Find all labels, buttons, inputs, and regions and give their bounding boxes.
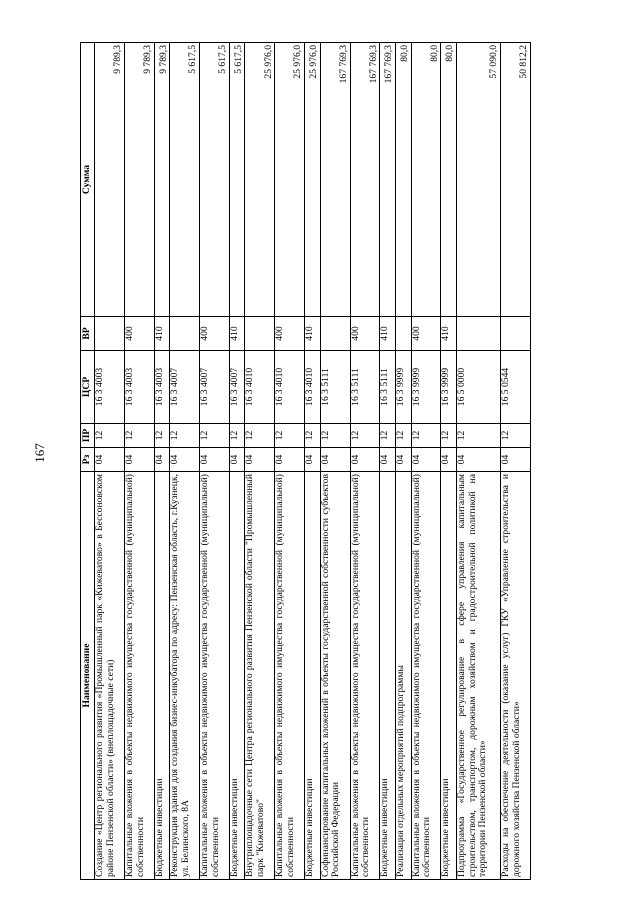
cell-sum: 57 090,0: [456, 43, 500, 317]
header-pr: ПР: [81, 424, 95, 448]
cell-rz: 04: [200, 448, 230, 472]
cell-sum: 80,0: [411, 43, 441, 317]
cell-rz: 04: [380, 448, 396, 472]
cell-rz: 04: [350, 448, 380, 472]
cell-csr: 16 3 5111: [320, 351, 350, 424]
cell-vr: [456, 317, 500, 351]
table-row: [350, 43, 380, 880]
cell-vr: [95, 317, 125, 351]
table-row: [380, 43, 396, 880]
cell-name: Софинансирование капитальных вложений в объекты государственной собственности субъектов Российской Федерации: [320, 472, 350, 880]
cell-rz: 04: [411, 448, 441, 472]
table-row: [95, 43, 125, 880]
cell-pr: 12: [275, 424, 305, 448]
cell-sum: 50 812,2: [501, 43, 531, 317]
table-row: [229, 43, 245, 880]
cell-sum: 9 789,3: [124, 43, 154, 317]
cell-rz: 04: [305, 448, 321, 472]
cell-name: Реализация отдельных мероприятий подпрограммы: [395, 472, 411, 880]
cell-name: Расходы на обеспечение деятельности (оказание услуг) ГКУ «Управление строительства и дорожного хозяйства Пензенской области»: [501, 472, 531, 880]
cell-name: Бюджетные инвестиции: [380, 472, 396, 880]
cell-name: Капитальные вложения в объекты недвижимого имущества государственной (муниципальной) собственности: [200, 472, 230, 880]
cell-vr: 410: [305, 317, 321, 351]
cell-name: Капитальные вложения в объекты недвижимого имущества государственной (муниципальной) собственности: [275, 472, 305, 880]
cell-csr: 16 3 4003: [124, 351, 154, 424]
cell-pr: 12: [441, 424, 457, 448]
cell-rz: 04: [275, 448, 305, 472]
cell-sum: 5 617,5: [200, 43, 230, 317]
table-row: [124, 43, 154, 880]
cell-pr: 12: [229, 424, 245, 448]
cell-rz: 04: [320, 448, 350, 472]
cell-name: Капитальные вложения в объекты недвижимого имущества государственной (муниципальной) собственности: [350, 472, 380, 880]
cell-csr: 16 3 4007: [170, 351, 200, 424]
cell-vr: 400: [411, 317, 441, 351]
table-row: [320, 43, 350, 880]
cell-csr: 16 3 4003: [95, 351, 125, 424]
table-row: [200, 43, 230, 880]
budget-table: [80, 42, 531, 880]
cell-rz: 04: [95, 448, 125, 472]
table-row: [411, 43, 441, 880]
cell-csr: 16 3 4003: [154, 351, 170, 424]
cell-csr: 16 3 4010: [275, 351, 305, 424]
cell-vr: 410: [229, 317, 245, 351]
cell-sum: 25 976,0: [305, 43, 321, 317]
table-row: [456, 43, 500, 880]
cell-vr: [170, 317, 200, 351]
cell-pr: 12: [200, 424, 230, 448]
cell-pr: 12: [320, 424, 350, 448]
cell-sum: 80,0: [395, 43, 411, 317]
cell-vr: 400: [275, 317, 305, 351]
table-row: [395, 43, 411, 880]
table-row: [245, 43, 275, 880]
cell-sum: 167 769,3: [350, 43, 380, 317]
cell-name: Бюджетные инвестиции: [154, 472, 170, 880]
cell-vr: 410: [154, 317, 170, 351]
cell-name: Подпрограмма «Государственное регулирование в сфере управления капитальным строительством, транспортом, дорожным хозяйством и градостроительной политикой на территории Пензенской области»: [456, 472, 500, 880]
cell-pr: 12: [501, 424, 531, 448]
cell-name: Капитальные вложения в объекты недвижимого имущества государственной (муниципальной) собственности: [124, 472, 154, 880]
cell-pr: 12: [305, 424, 321, 448]
cell-csr: 16 3 4007: [229, 351, 245, 424]
header-name: Наименование: [81, 472, 95, 880]
cell-pr: 12: [95, 424, 125, 448]
cell-sum: 9 789,3: [154, 43, 170, 317]
cell-sum: 5 617,5: [229, 43, 245, 317]
page-number: 167: [32, 443, 47, 463]
table-row: [305, 43, 321, 880]
cell-pr: 12: [154, 424, 170, 448]
cell-vr: [501, 317, 531, 351]
table-row: [154, 43, 170, 880]
cell-csr: 16 3 9999: [441, 351, 457, 424]
cell-rz: 04: [245, 448, 275, 472]
cell-sum: 5 617,5: [170, 43, 200, 317]
cell-vr: [320, 317, 350, 351]
cell-rz: 04: [441, 448, 457, 472]
cell-rz: 04: [154, 448, 170, 472]
header-csr: ЦСР: [81, 351, 95, 424]
cell-vr: [245, 317, 275, 351]
cell-name: Внутриплощадочные сети Центра регионального развития Пензенской области "Промышленный парк "Кижеватово": [245, 472, 275, 880]
cell-rz: 04: [124, 448, 154, 472]
header-rz: Рз: [81, 448, 95, 472]
header-sum: Сумма: [81, 43, 95, 317]
cell-name: Бюджетные инвестиции: [441, 472, 457, 880]
cell-sum: 167 769,3: [320, 43, 350, 317]
cell-sum: 80,0: [441, 43, 457, 317]
cell-rz: 04: [395, 448, 411, 472]
cell-csr: 16 3 4007: [200, 351, 230, 424]
cell-vr: 400: [124, 317, 154, 351]
cell-rz: 04: [456, 448, 500, 472]
cell-csr: 16 3 4010: [245, 351, 275, 424]
cell-csr: 16 3 5111: [350, 351, 380, 424]
cell-csr: 16 3 9999: [395, 351, 411, 424]
table-header-row: [81, 43, 95, 880]
rotated-page-content: [80, 43, 531, 880]
cell-vr: 410: [441, 317, 457, 351]
cell-sum: 167 769,3: [380, 43, 396, 317]
cell-csr: 16 5 0000: [456, 351, 500, 424]
cell-csr: 16 5 0544: [501, 351, 531, 424]
cell-pr: 12: [245, 424, 275, 448]
table-row: [501, 43, 531, 880]
cell-name: Капитальные вложения в объекты недвижимого имущества государственной (муниципальной) собственности: [411, 472, 441, 880]
cell-vr: 410: [380, 317, 396, 351]
cell-pr: 12: [124, 424, 154, 448]
table-row: [170, 43, 200, 880]
cell-vr: [395, 317, 411, 351]
cell-sum: 25 976,0: [275, 43, 305, 317]
cell-sum: 9 789,3: [95, 43, 125, 317]
cell-pr: 12: [395, 424, 411, 448]
cell-pr: 12: [170, 424, 200, 448]
table-row: [441, 43, 457, 880]
cell-name: Создание «Центр регионального развития «Промышленный парк «Кижеватово» в Бессоновском районе Пензенской области» (внеплощадочные сети): [95, 472, 125, 880]
cell-pr: 12: [380, 424, 396, 448]
table-body: [95, 43, 531, 880]
cell-name: Бюджетные инвестиции: [305, 472, 321, 880]
table-row: [275, 43, 305, 880]
cell-sum: 25 976,0: [245, 43, 275, 317]
cell-rz: 04: [170, 448, 200, 472]
cell-csr: 16 3 5111: [380, 351, 396, 424]
cell-vr: 400: [350, 317, 380, 351]
cell-pr: 12: [411, 424, 441, 448]
cell-name: Реконструкция здания для создания бизнес-инкубатора по адресу: Пензенская область, г.Кузнецк, ул. Белинского, 8А: [170, 472, 200, 880]
cell-pr: 12: [456, 424, 500, 448]
cell-pr: 12: [350, 424, 380, 448]
cell-rz: 04: [501, 448, 531, 472]
cell-name: Бюджетные инвестиции: [229, 472, 245, 880]
cell-csr: 16 3 9999: [411, 351, 441, 424]
cell-rz: 04: [229, 448, 245, 472]
cell-vr: 400: [200, 317, 230, 351]
header-vr: ВР: [81, 317, 95, 351]
cell-csr: 16 3 4010: [305, 351, 321, 424]
